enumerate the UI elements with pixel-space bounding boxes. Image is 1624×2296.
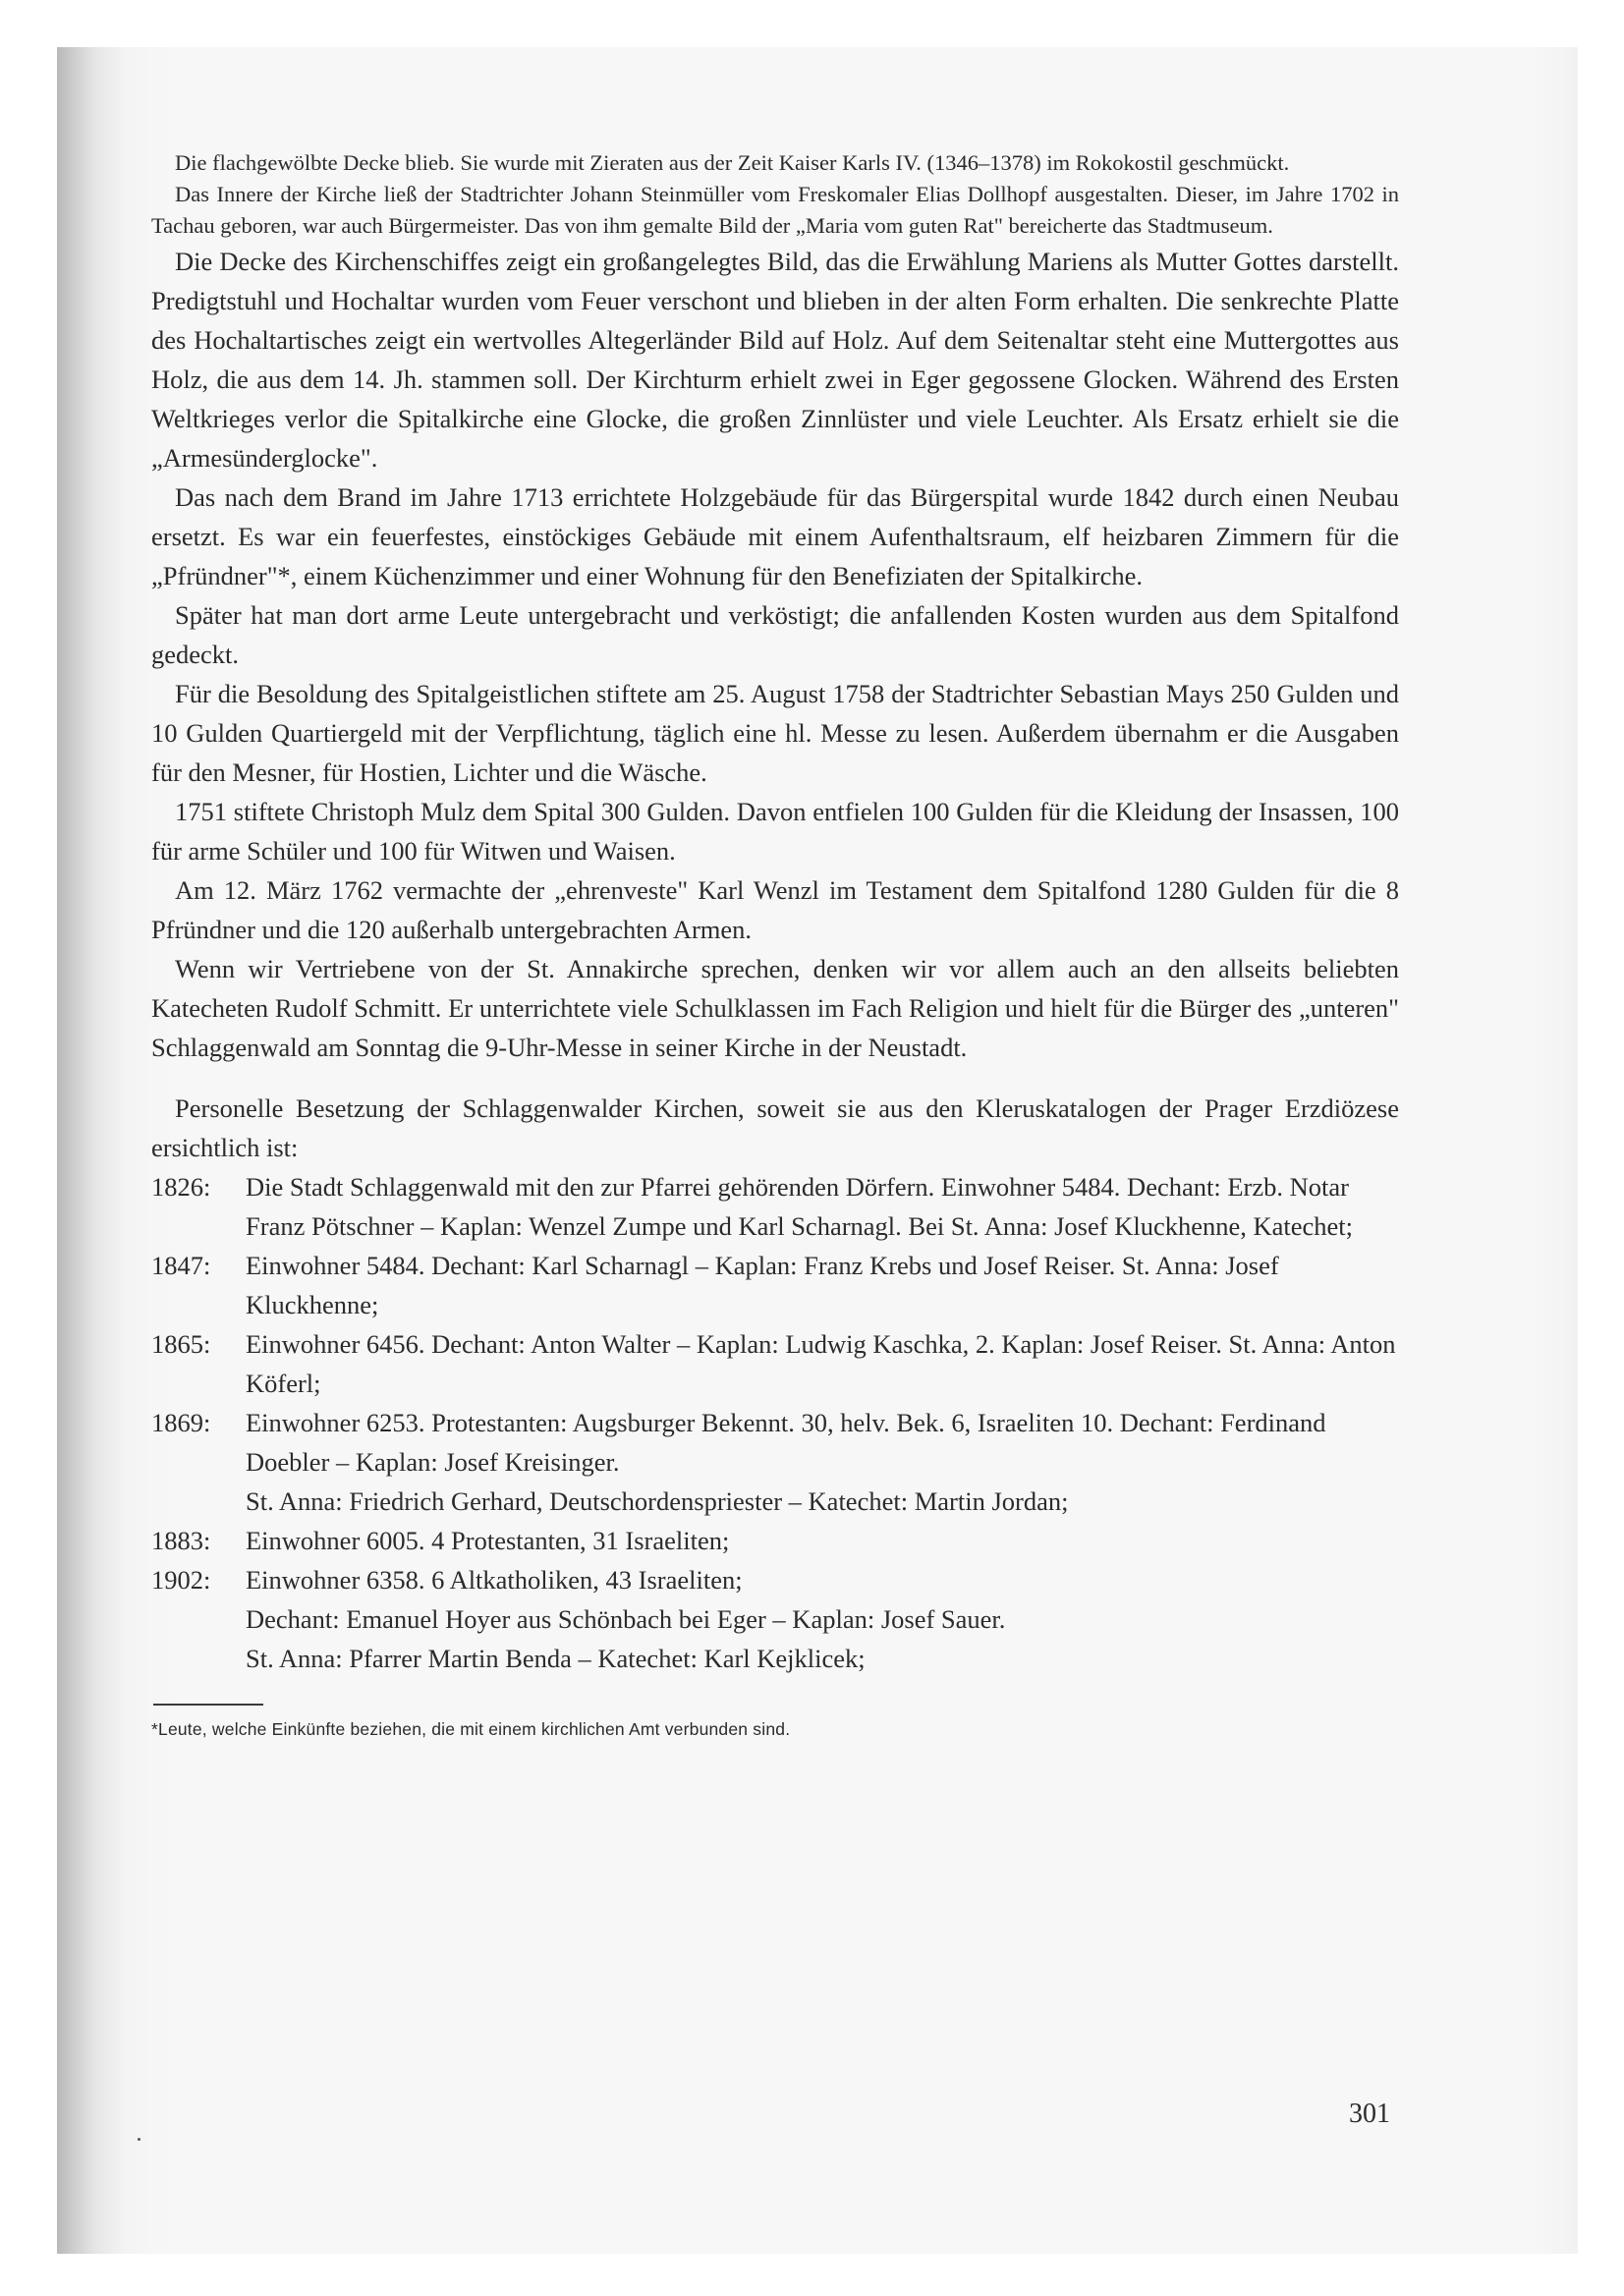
entry-text: Einwohner 6456. Dechant: Anton Walter – Kaplan: Ludwig Kaschka, 2. Kaplan: Josef Reiser. St. Anna: Anton Köferl; (246, 1329, 1396, 1398)
entry-text: Einwohner 6005. 4 Protestanten, 31 Israeliten; (246, 1526, 730, 1555)
list-item (151, 1324, 1399, 1403)
entry-year: 1826: (151, 1172, 211, 1202)
paragraph: Wenn wir Vertriebene von der St. Annakirche sprechen, denken wir vor allem auch an den allseits beliebten Katecheten Rudolf Schmitt. Er unterrichtete viele Schulklassen im Fach Religion und hielt für die Bürger des „unteren" Schlaggenwald am Sonntag die 9-Uhr-Messe in seiner Kirche in der Neustadt. (151, 954, 1399, 1062)
paragraph: Später hat man dort arme Leute untergebracht und verköstigt; die anfallenden Kosten wurden aus dem Spitalfond gedeckt. (151, 600, 1399, 669)
footnote: *Leute, welche Einkünfte beziehen, die mit einem kirchlichen Amt verbunden sind. (151, 1719, 791, 1739)
list-item (151, 1521, 1399, 1560)
entry-year: 1902: (151, 1565, 211, 1595)
paragraph: Das Innere der Kirche ließ der Stadtrichter Johann Steinmüller vom Freskomaler Elias Dollhopf ausgestalten. Dieser, im Jahre 1702 in Tachau geboren, war auch Bürgermeister. Das von ihm gemalte Bild der „Maria vom guten Rat" bereicherte das Stadtmuseum. (151, 182, 1399, 238)
list-item (151, 1167, 1399, 1246)
footnote-divider (153, 1704, 263, 1706)
paragraph: Die flachgewölbte Decke blieb. Sie wurde mit Zieraten aus der Zeit Kaiser Karls IV. (1346–1378) im Rokokostil geschmückt. (175, 150, 1290, 175)
entry-text: Einwohner 6358. 6 Altkatholiken, 43 Israeliten; Dechant: Emanuel Hoyer aus Schönbach bei Eger – Kaplan: Josef Sauer. St. Anna: Pfarrer Martin Benda – Katechet: Karl Kejklicek; (246, 1565, 1006, 1673)
list-item (151, 1560, 1399, 1678)
entry-year: 1865: (151, 1329, 211, 1359)
entry-year: 1883: (151, 1526, 211, 1555)
entry-text: Einwohner 5484. Dechant: Karl Scharnagl – Kaplan: Franz Krebs und Josef Reiser. St. Anna: Josef Kluckhenne; (246, 1251, 1279, 1319)
paragraph: Für die Besoldung des Spitalgeistlichen stiftete am 25. August 1758 der Stadtrichter Sebastian Mays 250 Gulden und 10 Gulden Quartiergeld mit der Verpflichtung, täglich eine hl. Messe zu lesen. Außerdem übernahm er die Ausgaben für den Mesner, für Hostien, Lichter und die Wäsche. (151, 679, 1399, 787)
paragraph: Am 12. März 1762 vermachte der „ehrenveste" Karl Wenzl im Testament dem Spitalfond 1280 Gulden für die 8 Pfründner und die 120 außerhalb untergebrachten Armen. (151, 875, 1399, 944)
entry-text: Die Stadt Schlaggenwald mit den zur Pfarrei gehörenden Dörfern. Einwohner 5484. Dechant: Erzb. Notar Franz Pötschner – Kaplan: Wenzel Zumpe und Karl Scharnagl. Bei St. Anna: Josef Kluckhenne, Katechet; (246, 1172, 1354, 1241)
list-item (151, 1246, 1399, 1324)
paragraph: Die Decke des Kirchenschiffes zeigt ein großangelegtes Bild, das die Erwählung Mariens als Mutter Gottes darstellt. Predigtstuhl und Hochaltar wurden vom Feuer verschont und blieben in der alten Form erhalten. Die senkrechte Platte des Hochaltartisches zeigt ein wertvolles Altegerländer Bild auf Holz. Auf dem Seitenaltar steht eine Muttergottes aus Holz, die aus dem 14. Jh. stammen soll. Der Kirchturm erhielt zwei in Eger gegossene Glocken. Während des Ersten Weltkrieges verlor die Spitalkirche eine Glocke, die großen Zinnlüster und viele Leuchter. Als Ersatz erhielt sie die „Armesünderglocke". (151, 247, 1399, 473)
entry-text: Einwohner 6253. Protestanten: Augsburger Bekennt. 30, helv. Bek. 6, Israeliten 10. Dechant: Ferdinand Doebler – Kaplan: Josef Kreisinger. St. Anna: Friedrich Gerhard, Deutschordenspriester – Katechet: Martin Jordan; (246, 1408, 1326, 1516)
entry-year: 1847: (151, 1251, 211, 1280)
page-body (151, 147, 1399, 1741)
paragraph: Das nach dem Brand im Jahre 1713 errichtete Holzgebäude für das Bürgerspital wurde 1842 durch einen Neubau ersetzt. Es war ein feuerfestes, einstöckiges Gebäude mit einem Aufenthaltsraum, elf heizbaren Zimmern für die „Pfründner"*, einem Küchenzimmer und einer Wohnung für den Benefiziaten der Spitalkirche. (151, 482, 1399, 590)
list-item (151, 1403, 1399, 1521)
page-number: 301 (1349, 2099, 1390, 2129)
list-intro: Personelle Besetzung der Schlaggenwalder Kirchen, soweit sie aus den Kleruskatalogen der Prager Erzdiözese ersichtlich ist: (151, 1093, 1399, 1162)
entry-year: 1869: (151, 1408, 211, 1437)
clergy-list (151, 1167, 1399, 1678)
paragraph: 1751 stiftete Christoph Mulz dem Spital 300 Gulden. Davon entfielen 100 Gulden für die Kleidung der Insassen, 100 für arme Schüler und 100 für Witwen und Waisen. (151, 797, 1399, 866)
scan-speck (138, 2138, 140, 2141)
